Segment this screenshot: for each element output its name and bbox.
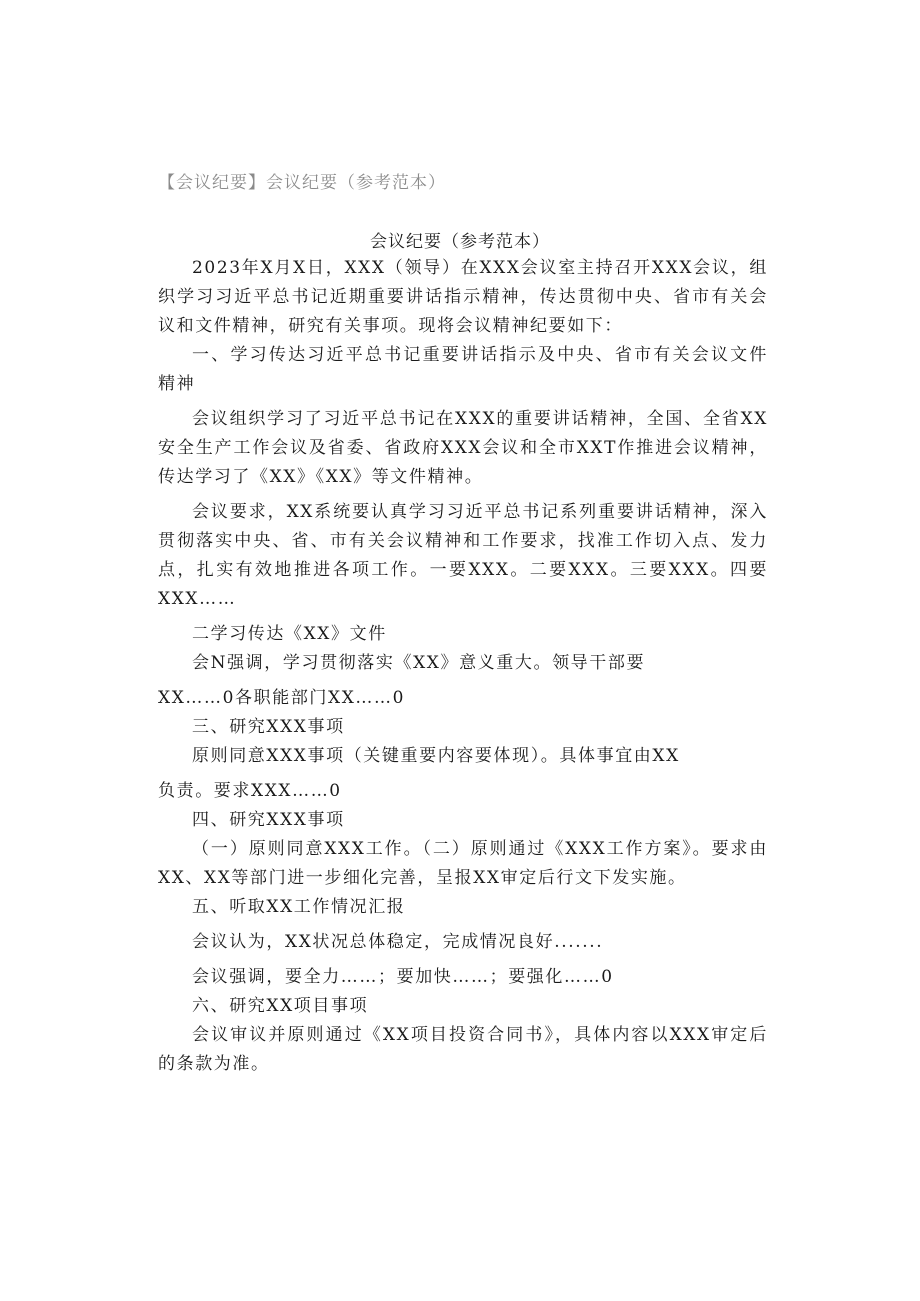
section-3-paragraph-2: 负责。要求XXX……0 bbox=[158, 781, 342, 801]
section-heading-4: 四、研究XXX事项 bbox=[192, 810, 345, 830]
section-heading-6: 六、研究XX项目事项 bbox=[192, 996, 369, 1016]
section-2-paragraph-1: 会N强调，学习贯彻落实《XX》意义重大。领导干部要 bbox=[192, 653, 646, 673]
section-heading-3: 三、研究XXX事项 bbox=[192, 717, 345, 737]
section-heading-5: 五、听取XX工作情况汇报 bbox=[192, 897, 406, 917]
section-heading-1: 一、学习传达习近平总书记重要讲话指示及中央、省市有关会议文件精神 bbox=[158, 345, 768, 394]
intro-paragraph: 2023年X月X日，XXX（领导）在XXX会议室主持召开XXX会议，组织学习习近平总书记近期重要讲话指示精神，传达贯彻中央、省市有关会议和文件精神，研究有关事项。现将会议精神纪要如下： bbox=[158, 258, 768, 336]
document-header: 【会议纪要】会议纪要（参考范本） bbox=[158, 173, 446, 193]
section-2-paragraph-2: XX……0各职能部门XX……0 bbox=[158, 688, 406, 708]
section-heading-2: 二学习传达《XX》文件 bbox=[192, 624, 387, 644]
section-3-paragraph-1: 原则同意XXX事项（关键重要内容要体现）。具体事宜由XX bbox=[192, 746, 680, 766]
section-5-paragraph-1: 会议认为，XX状况总体稳定，完成情况良好....... bbox=[192, 932, 604, 952]
document-body bbox=[158, 254, 768, 1079]
section-1-paragraph-2: 会议要求，XX系统要认真学习习近平总书记系列重要讲话精神，深入贯彻落实中央、省、市有关会议精神和工作要求，找准工作切入点、发力点，扎实有效地推进各项工作。一要XXX。二要XXX。三要XXX。四要XXX…… bbox=[158, 502, 768, 609]
section-1-paragraph-1: 会议组织学习了习近平总书记在XXX的重要讲话精神，全国、全省XX安全生产工作会议及省委、省政府XXX会议和全市XXT作推进会议精神，传达学习了《XX》《XX》等文件精神。 bbox=[158, 409, 768, 487]
section-5-paragraph-2: 会议强调，要全力……；要加快……；要强化……0 bbox=[192, 967, 614, 987]
section-4-paragraph-1: （一）原则同意XXX工作。（二）原则通过《XXX工作方案》。要求由XX、XX等部门进一步细化完善，呈报XX审定后行文下发实施。 bbox=[158, 839, 768, 888]
document-title: 会议纪要（参考范本） bbox=[370, 232, 550, 252]
section-6-paragraph-1: 会议审议并原则通过《XX项目投资合同书》，具体内容以XXX审定后的条款为准。 bbox=[158, 1025, 768, 1074]
